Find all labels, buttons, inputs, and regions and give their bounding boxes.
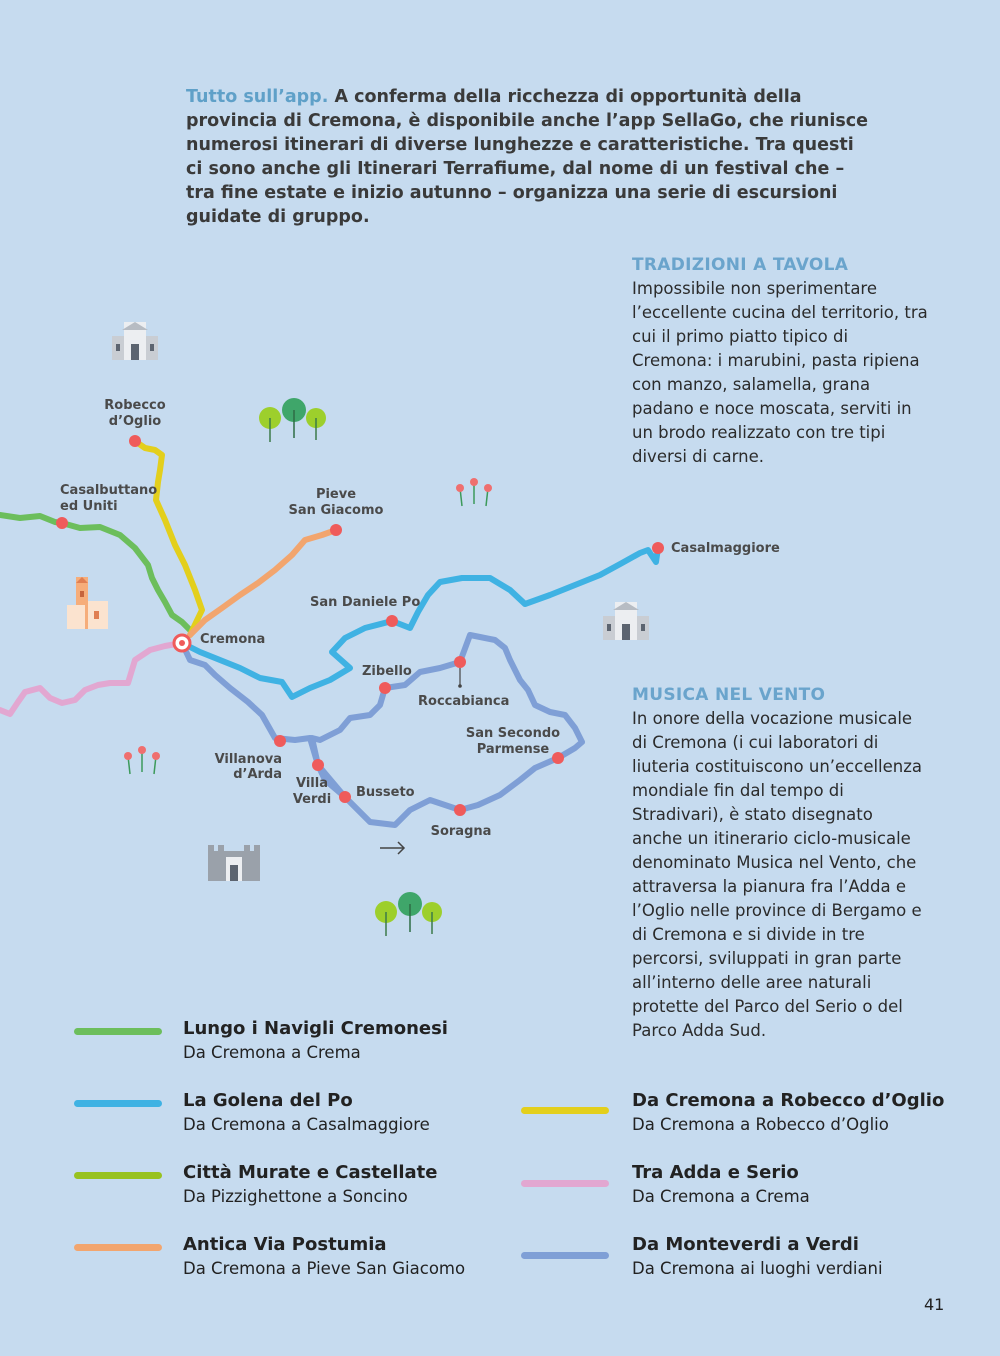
legend-sub-po: Da Cremona a Casalmaggiore	[183, 1115, 430, 1134]
arrow-right-icon	[380, 842, 404, 854]
marker-cremona-center	[179, 640, 185, 646]
marker-villanova	[274, 735, 286, 747]
legend-title-robecco: Da Cremona a Robecco d’Oglio	[632, 1090, 945, 1111]
legend-sub-postumia: Da Cremona a Pieve San Giacomo	[183, 1259, 466, 1278]
label-casalbuttano-1: Casalbuttano	[60, 483, 158, 498]
legend-line-robecco	[521, 1107, 609, 1114]
marker-busseto	[339, 791, 351, 803]
label-villanova-1: Villanova	[214, 752, 282, 767]
legend-title-po: La Golena del Po	[183, 1090, 353, 1111]
label-pieve-1: Pieve	[315, 487, 357, 502]
tradizioni-title: TRADIZIONI A TAVOLA	[632, 255, 849, 275]
legend-line-po	[74, 1100, 162, 1107]
marker-pieve	[330, 524, 342, 536]
intro-text: A conferma della ricchezza di opportunità della provincia di Cremona, è disponibile anche l’app SellaGo, che riunisce numerosi itinerari di diverse lunghezze e caratteristiche. Tra questi ci sono anche gli Itinerari Terrafiume, dal nome di un festival che – tra fine estate e inizio autunno – organizza una serie di escursioni guidate di gruppo.	[186, 87, 869, 227]
label-zibello: Zibello	[362, 664, 412, 679]
legend-line-adda-serio	[521, 1180, 609, 1187]
marker-soragna	[454, 804, 466, 816]
village-icon	[67, 577, 108, 629]
marker-villa-verdi	[312, 759, 324, 771]
label-san-secondo-1: San Secondo	[465, 726, 561, 741]
legend-title-murate: Città Murate e Castellate	[183, 1162, 438, 1183]
label-roccabianca: Roccabianca	[418, 694, 510, 709]
trees-icon	[259, 398, 326, 442]
intro-lead: Tutto sull’app.	[186, 87, 329, 107]
label-robecco-2: d’Oglio	[108, 414, 162, 429]
label-villa-verdi-2: Verdi	[292, 792, 332, 807]
tradizioni-text: Impossibile non sperimentare l’eccellente cucina del territorio, tra cui il primo piatto tipico di Cremona: i marubini, pasta ripiena con manzo, salamella, grana padano e noce moscata, serviti in un brodo realizzato con tre tipi diversi di carne.	[632, 279, 928, 466]
label-cremona: Cremona	[200, 632, 266, 647]
marker-robecco	[129, 435, 141, 447]
route-adda-serio	[0, 643, 182, 714]
musica-text: In onore della vocazione musicale di Cremona (i cui laboratori di liuteria costituiscono un’eccellenza mondiale fin dal tempo di Stradivari), è stato disegnato anche un itinerario ciclo-musicale denominato Musica nel Vento, che attraversa la pianura fra l’Adda e l’Oglio nelle province di Bergamo e di Cremona e si divide in tre percorsi, sviluppati in gran parte all’interno delle aree naturali protette del Parco del Serio o del Parco Adda Sud.	[632, 709, 923, 1040]
legend-title-postumia: Antica Via Postumia	[183, 1234, 387, 1255]
legend-line-navigli	[74, 1028, 162, 1035]
marker-casalbuttano	[56, 517, 68, 529]
castle-icon	[208, 845, 260, 881]
legend-sub-navigli: Da Cremona a Crema	[183, 1043, 361, 1062]
trees-icon	[375, 892, 442, 936]
label-villanova-2: d’Arda	[233, 767, 282, 782]
legend-line-murate	[74, 1172, 162, 1179]
label-san-daniele: San Daniele Po	[310, 595, 421, 610]
legend-title-adda-serio: Tra Adda e Serio	[632, 1162, 799, 1183]
marker-zibello	[379, 682, 391, 694]
label-san-secondo-2: Parmense	[476, 742, 550, 757]
legend-title-verdi: Da Monteverdi a Verdi	[632, 1234, 859, 1255]
legend-sub-murate: Da Pizzighettone a Soncino	[183, 1187, 408, 1206]
legend-line-verdi	[521, 1252, 609, 1259]
church-icon	[112, 322, 158, 360]
label-villa-verdi-1: Villa	[296, 776, 328, 791]
legend-sub-verdi: Da Cremona ai luoghi verdiani	[632, 1259, 883, 1278]
legend-title-navigli: Lungo i Navigli Cremonesi	[183, 1018, 448, 1039]
marker-roccabianca	[454, 656, 466, 668]
legend-sub-adda-serio: Da Cremona a Crema	[632, 1187, 810, 1206]
marker-san-secondo	[552, 752, 564, 764]
label-casalmaggiore: Casalmaggiore	[671, 541, 780, 556]
label-busseto: Busseto	[356, 785, 415, 800]
label-soragna: Soragna	[430, 824, 492, 839]
page-number: 41	[924, 1295, 945, 1314]
roccabianca-pin-dot	[458, 684, 462, 688]
marker-san-daniele	[386, 615, 398, 627]
legend-line-postumia	[74, 1244, 162, 1251]
church-icon	[603, 602, 649, 640]
label-casalbuttano-2: ed Uniti	[60, 499, 118, 514]
label-robecco-1: Robecco	[104, 398, 166, 413]
flowers-icon	[456, 478, 492, 506]
flowers-icon	[124, 746, 160, 774]
marker-casalmaggiore	[652, 542, 664, 554]
route-postumia	[190, 530, 336, 635]
label-pieve-2: San Giacomo	[288, 503, 384, 518]
legend-sub-robecco: Da Cremona a Robecco d’Oglio	[632, 1115, 889, 1134]
musica-title: MUSICA NEL VENTO	[632, 685, 826, 705]
